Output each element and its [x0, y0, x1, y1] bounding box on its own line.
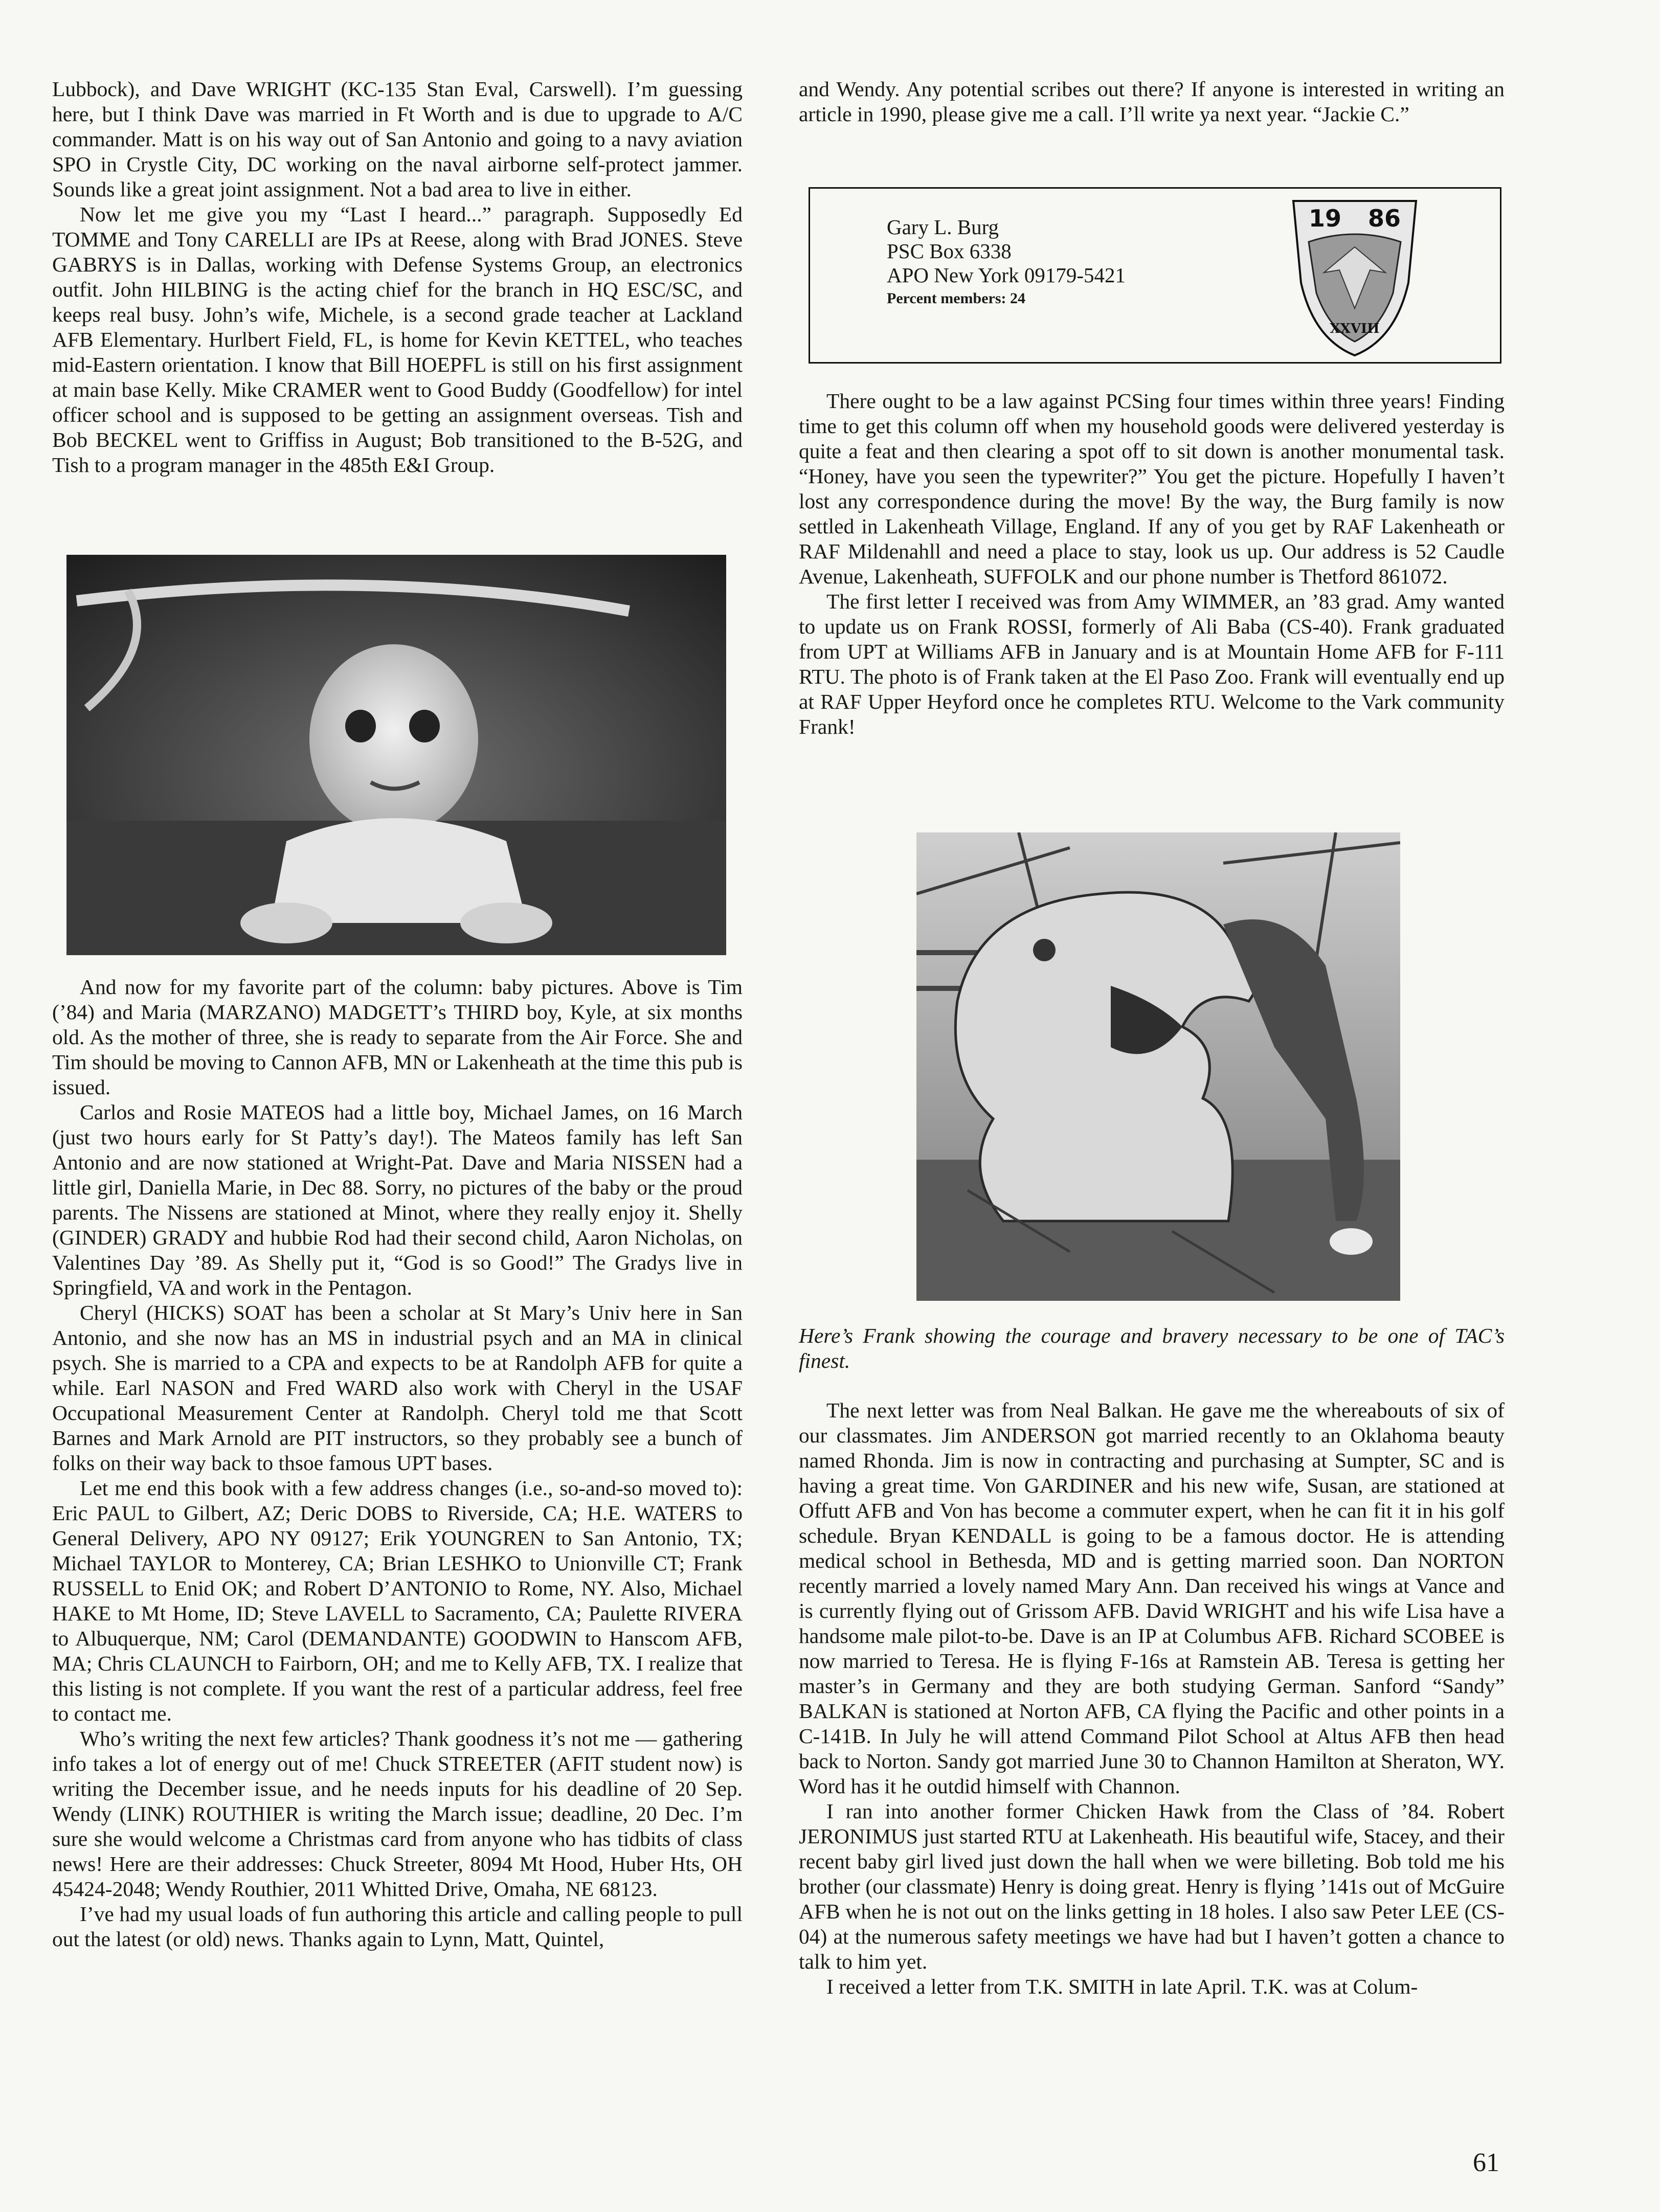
crest-motto: XXVIII [1330, 321, 1380, 336]
paragraph: I ran into another former Chicken Hawk from the Class of ’84. Robert JERONIMUS just started RTU at Lakenheath. His beautiful wife, Stacey, and their recent baby girl lived just down the hall when we were billeting. Bob told me his brother (our classmate) Henry is doing great. Henry is flying ’141s out of McGuire AFB when he is not out on the links getting in 18 holes. I also saw Peter LEE (CS-04) at the numerous safety meetings we have had but I haven’t gotten a chance to talk to him yet. [799, 1799, 1505, 1973]
photo-caption-block [799, 1323, 1505, 1373]
class-crest-icon [1288, 196, 1421, 359]
left-column-top [52, 77, 743, 478]
crest-year-right: 86 [1367, 205, 1401, 232]
paragraph: And now for my favorite part of the column: baby pictures. Above is Tim (’84) and Maria (MARZANO) MADGETT’s THIRD boy, Kyle, at six months old. As the mother of three, she is ready to separate from the Air Force. She and Tim should be moving to Cannon AFB, MN or Lakenheath at the time this pub is issued. [52, 975, 743, 1099]
author-contact-box [809, 187, 1501, 364]
page-number: 61 [1473, 2148, 1499, 2177]
paragraph: and Wendy. Any potential scribes out there? If anyone is interested in writing an article in 1990, please give me a call. I’ll write ya next year. “Jackie C.” [799, 77, 1505, 126]
percent-members: Percent members: 24 [887, 290, 1025, 307]
left-column-bottom [52, 975, 743, 1952]
author-name: Gary L. Burg [887, 215, 999, 239]
paragraph: The first letter I received was from Amy WIMMER, an ’83 grad. Amy wanted to update us on Frank ROSSI, formerly of Ali Baba (CS-40). Frank graduated from UPT at Williams AFB in January and is at Mountain Home AFB for F-111 RTU. The photo is of Frank taken at the El Paso Zoo. Frank will eventually end up at RAF Upper Heyford once he completes RTU. Welcome to the Vark community Frank! [799, 590, 1505, 738]
paragraph: I’ve had my usual loads of fun authoring this article and calling people to pull out the latest (or old) news. Thanks again to Lynn, Matt, Quintel, [52, 1902, 743, 1951]
address-line: PSC Box 6338 [887, 239, 1012, 263]
paragraph: There ought to be a law against PCSing four times within three years! Finding time to get this column off when my household goods were delivered yesterday is quite a feat and then clearing a spot off to sit down is another monumental task. “Honey, have you seen the typewriter?” You get the picture. Hopefully I haven’t lost any correspondence during the move! By the way, the Burg family is now settled in Lakenheath Village, England. If any of you get by RAF Lakenheath or RAF Mildenahll and need a place to stay, look us up. Our address is 52 Caudle Avenue, Lakenheath, SUFFOLK and our phone number is Thetford 861072. [799, 389, 1505, 588]
address-line: APO New York 09179-5421 [887, 263, 1126, 287]
paragraph: Carlos and Rosie MATEOS had a little boy, Michael James, on 16 March (just two hours early for St Patty’s day!). The Mateos family has left San Antonio and are now stationed at Wright-Pat. Dave and Maria NISSEN had a little girl, Daniella Marie, in Dec 88. Sorry, no pictures of the baby or the proud parents. The Nissens are stationed at Minot, where they really enjoy it. Shelly (GINDER) GRADY and hubbie Rod had their second child, Aaron Nicholas, on Valentines Day ’89. As Shelly put it, “God is so Good!” The Gradys live in Springfield, VA and work in the Pentagon. [52, 1100, 743, 1299]
right-column-mid [799, 389, 1505, 739]
right-column-bottom [799, 1398, 1505, 1999]
lion-statue-photo [916, 832, 1400, 1301]
paragraph: Let me end this book with a few address changes (i.e., so-and-so moved to): Eric PAUL to Gilbert, AZ; Deric DOBS to Riverside, CA; H.E. WATERS to General Delivery, APO NY 09127; Erik YOUNGREN to San Antonio, TX; Michael TAYLOR to Monterey, CA; Brian LESHKO to Unionville CT; Frank RUSSELL to Enid OK; and Robert D’ANTONIO to Rome, NY. Also, Michael HAKE to Mt Home, ID; Steve LAVELL to Sacramento, CA; Paulette RIVERA to Albuquerque, NM; Carol (DEMANDANTE) GOODWIN to Hanscom AFB, MA; Chris CLAUNCH to Fairborn, OH; and me to Kelly AFB, TX. I realize that this listing is not complete. If you want the rest of a particular address, feel free to contact me. [52, 1476, 743, 1725]
paragraph: Now let me give you my “Last I heard...” paragraph. Supposedly Ed TOMME and Tony CARELLI are IPs at Reese, along with Brad JONES. Steve GABRYS is in Dallas, working with Defense Systems Group, an electronics outfit. John HILBING is the acting chief for the branch in HQ ESC/SC, and keeps real busy. John’s wife, Michele, is a second grade teacher at Lackland AFB Elementary. Hurlbert Field, FL, is home for Kevin KETTEL, who teaches mid-Eastern orientation. I know that Bill HOEPFL is still on his first assignment at main base Kelly. Mike CRAMER went to Good Buddy (Goodfellow) for intel officer school and is supposed to be getting an assignment overseas. Tish and Bob BECKEL went to Griffiss in August; Bob transitioned to the B-52G, and Tish to a program manager in the 485th E&I Group. [52, 202, 743, 477]
crest-year-left: 19 [1308, 205, 1342, 232]
paragraph: The next letter was from Neal Balkan. He gave me the whereabouts of six of our classmates. Jim ANDERSON got married recently to an Oklahoma beauty named Rhonda. Jim is now in contracting and purchasing at Sumpter, SC and is having a great time. Von GARDINER and his new wife, Susan, are stationed at Offutt AFB and Von has become a commuter expert, when he can fit it in his golf schedule. Bryan KENDALL is going to be a famous doctor. He is attending medical school in Bethesda, MD and is getting married soon. Dan NORTON recently married a lovely named Mary Ann. Dan received his wings at Vance and is currently flying out of Grissom AFB. David WRIGHT and his wife Lisa have a handsome male pilot-to-be. Dave is an IP at Columbus AFB. Richard SCOBEE is now married to Teresa. He is flying F-16s at Ramstein AB. Teresa is getting her master’s in Germany and they are both studying German. Sanford “Sandy” BALKAN is stationed at Norton AFB, CA flying the Pacific and other points in a C-141B. In July he will attend Command Pilot School at Altus AFB then head back to Norton. Sandy got married June 30 to Channon Hamilton at Sheraton, WY. Word has it he outdid himself with Channon. [799, 1398, 1505, 1798]
paragraph: Lubbock), and Dave WRIGHT (KC-135 Stan Eval, Carswell). I’m guessing here, but I think Dave was married in Ft Worth and is due to upgrade to A/C commander. Matt is on his way out of San Antonio and going to a navy aviation SPO in Crystle City, DC working on the naval airborne self-protect jammer. Sounds like a great joint assignment. Not a bad area to live in either. [52, 77, 743, 201]
paragraph: Cheryl (HICKS) SOAT has been a scholar at St Mary’s Univ here in San Antonio, and she now has an MS in industrial psych and an MA in clinical psych. She is married to a CPA and expects to be at Randolph AFB for quite a while. Earl NASON and Fred WARD also work with Cheryl in the USAF Occupational Measurement Center at Randolph. Cheryl told me that Scott Barnes and Mark Arnold are PIT instructors, so they probably see a bunch of folks on their way back to thsoe famous UPT bases. [52, 1301, 743, 1475]
paragraph: Who’s writing the next few articles? Thank goodness it’s not me — gathering info takes a lot of energy out of me! Chuck STREETER (AFIT student now) is writing the December issue, and he needs inputs for his deadline of 20 Sep. Wendy (LINK) ROUTHIER is writing the March issue; deadline, 20 Dec. I’m sure she would welcome a Christmas card from anyone who has tidbits of class news! Here are their addresses: Chuck Streeter, 8094 Mt Hood, Huber Hts, OH 45424-2048; Wendy Routhier, 2011 Whitted Drive, Omaha, NE 68123. [52, 1727, 743, 1901]
paragraph: I received a letter from T.K. SMITH in late April. T.K. was at Colum- [826, 1975, 1418, 1998]
right-column-top [799, 77, 1505, 127]
baby-photo [66, 555, 726, 955]
author-address [887, 215, 1126, 310]
photo-caption: Here’s Frank showing the courage and bravery necessary to be one of TAC’s finest. [799, 1324, 1505, 1372]
